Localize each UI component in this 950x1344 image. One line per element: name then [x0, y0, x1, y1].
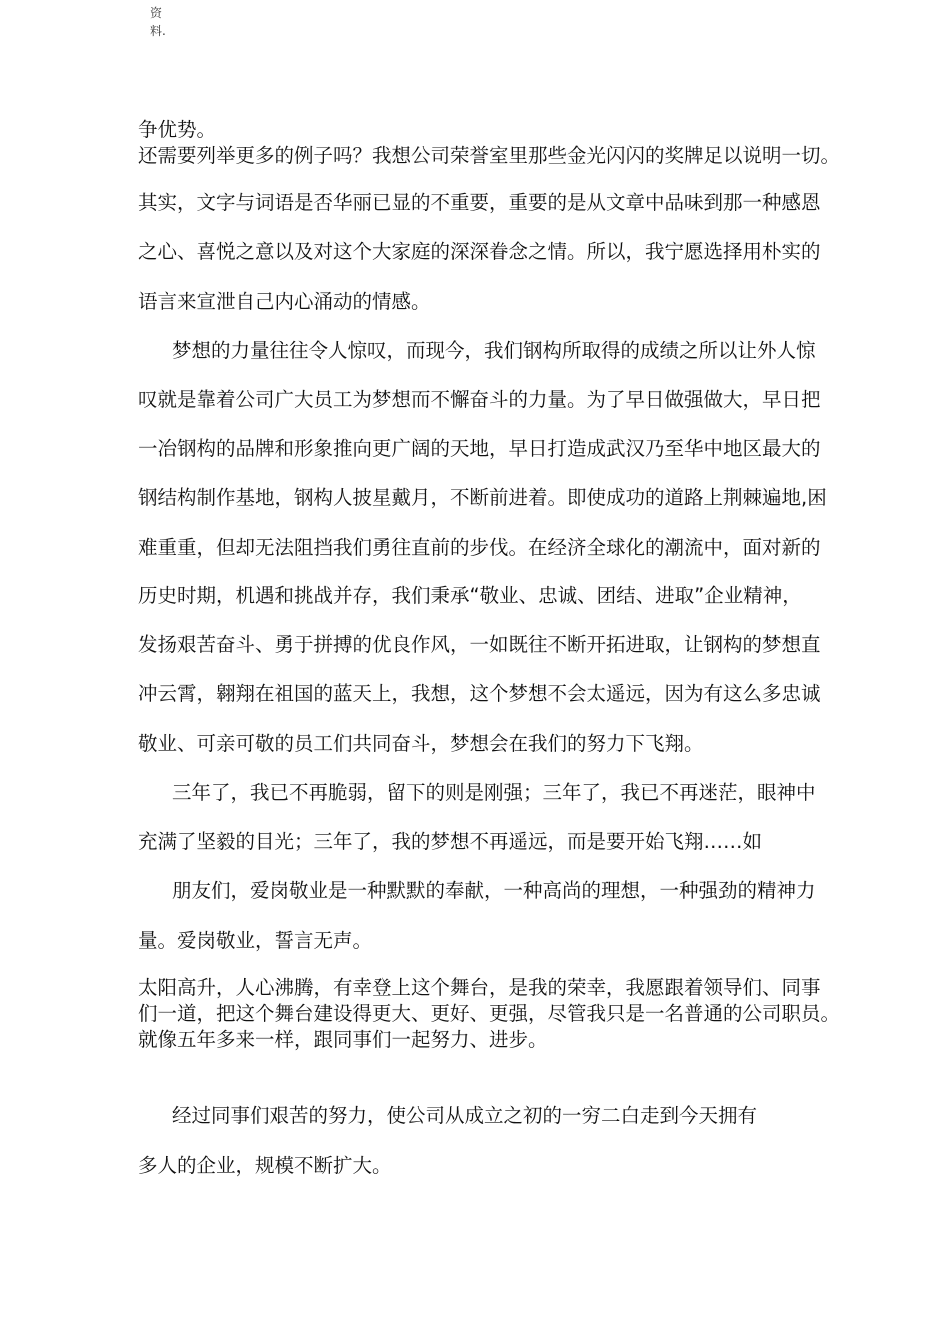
page-header-note: [150, 4, 180, 40]
text-line: 梦想的力量往往令人惊叹，而现今，我们钢构所取得的成绩之所以让外人惊: [172, 339, 816, 362]
header-line-1: 资: [150, 6, 163, 20]
text-line: 发扬艰苦奋斗、勇于拼搏的优良作风，一如既往不断开拓进取，让钢构的梦想直: [138, 633, 821, 656]
text-line: 三年了，我已不再脆弱，留下的则是刚强；三年了，我已不再迷茫，眼神中: [172, 781, 816, 804]
text-line: 一冶钢构的品牌和形象推向更广阔的天地，早日打造成武汉乃至华中地区最大的: [138, 437, 821, 460]
text-line: 经过同事们艰苦的努力，使公司从成立之初的一穷二白走到今天拥有: [172, 1104, 758, 1127]
text-line: 语言来宣泄自己内心涌动的情感。: [138, 290, 431, 313]
text-line: 充满了坚毅的目光；三年了，我的梦想不再遥远，而是要开始飞翔……如: [138, 830, 763, 853]
text-line: 难重重，但却无法阻挡我们勇往直前的步伐。在经济全球化的潮流中，面对新的: [138, 536, 821, 559]
text-line: 叹就是靠着公司广大员工为梦想而不懈奋斗的力量。为了早日做强做大，早日把: [138, 388, 821, 411]
text-line: 之心、喜悦之意以及对这个大家庭的深深眷念之情。所以，我宁愿选择用朴实的: [138, 240, 821, 263]
text-line: 太阳高升，人心沸腾，有幸登上这个舞台，是我的荣幸，我愿跟着领导们、同事: [138, 976, 821, 999]
text-line: 敬业、可亲可敬的员工们共同奋斗，梦想会在我们的努力下飞翔。: [138, 732, 704, 755]
text-line: 量。爱岗敬业，誓言无声。: [138, 929, 373, 952]
text-line: 其实，文字与词语是否华丽已显的不重要，重要的是从文章中品味到那一种感恩: [138, 191, 821, 214]
text-line: 冲云霄，翱翔在祖国的蓝天上，我想，这个梦想不会太遥远，因为有这么多忠诚: [138, 682, 821, 705]
text-line: 争优势。: [138, 118, 217, 141]
header-line-2: 料.: [150, 24, 166, 38]
text-line: 历史时期，机遇和挑战并存，我们秉承“敬业、忠诚、团结、进取”企业精神，: [138, 584, 802, 607]
text-line: 就像五年多来一样，跟同事们一起努力、进步。: [138, 1028, 548, 1051]
text-line: 们一道，把这个舞台建设得更大、更好、更强，尽管我只是一名普通的公司职员。: [138, 1002, 841, 1025]
text-line: 钢结构制作基地，钢构人披星戴月，不断前进着。即使成功的道路上荆棘遍地,困: [138, 486, 827, 509]
text-line: 朋友们，爱岗敬业是一种默默的奉献，一种高尚的理想，一种强劲的精神力: [172, 879, 816, 902]
text-line: 多人的企业，规模不断扩大。: [138, 1154, 392, 1177]
text-line: 还需要列举更多的例子吗？我想公司荣誉室里那些金光闪闪的奖牌足以说明一切。: [138, 144, 841, 167]
